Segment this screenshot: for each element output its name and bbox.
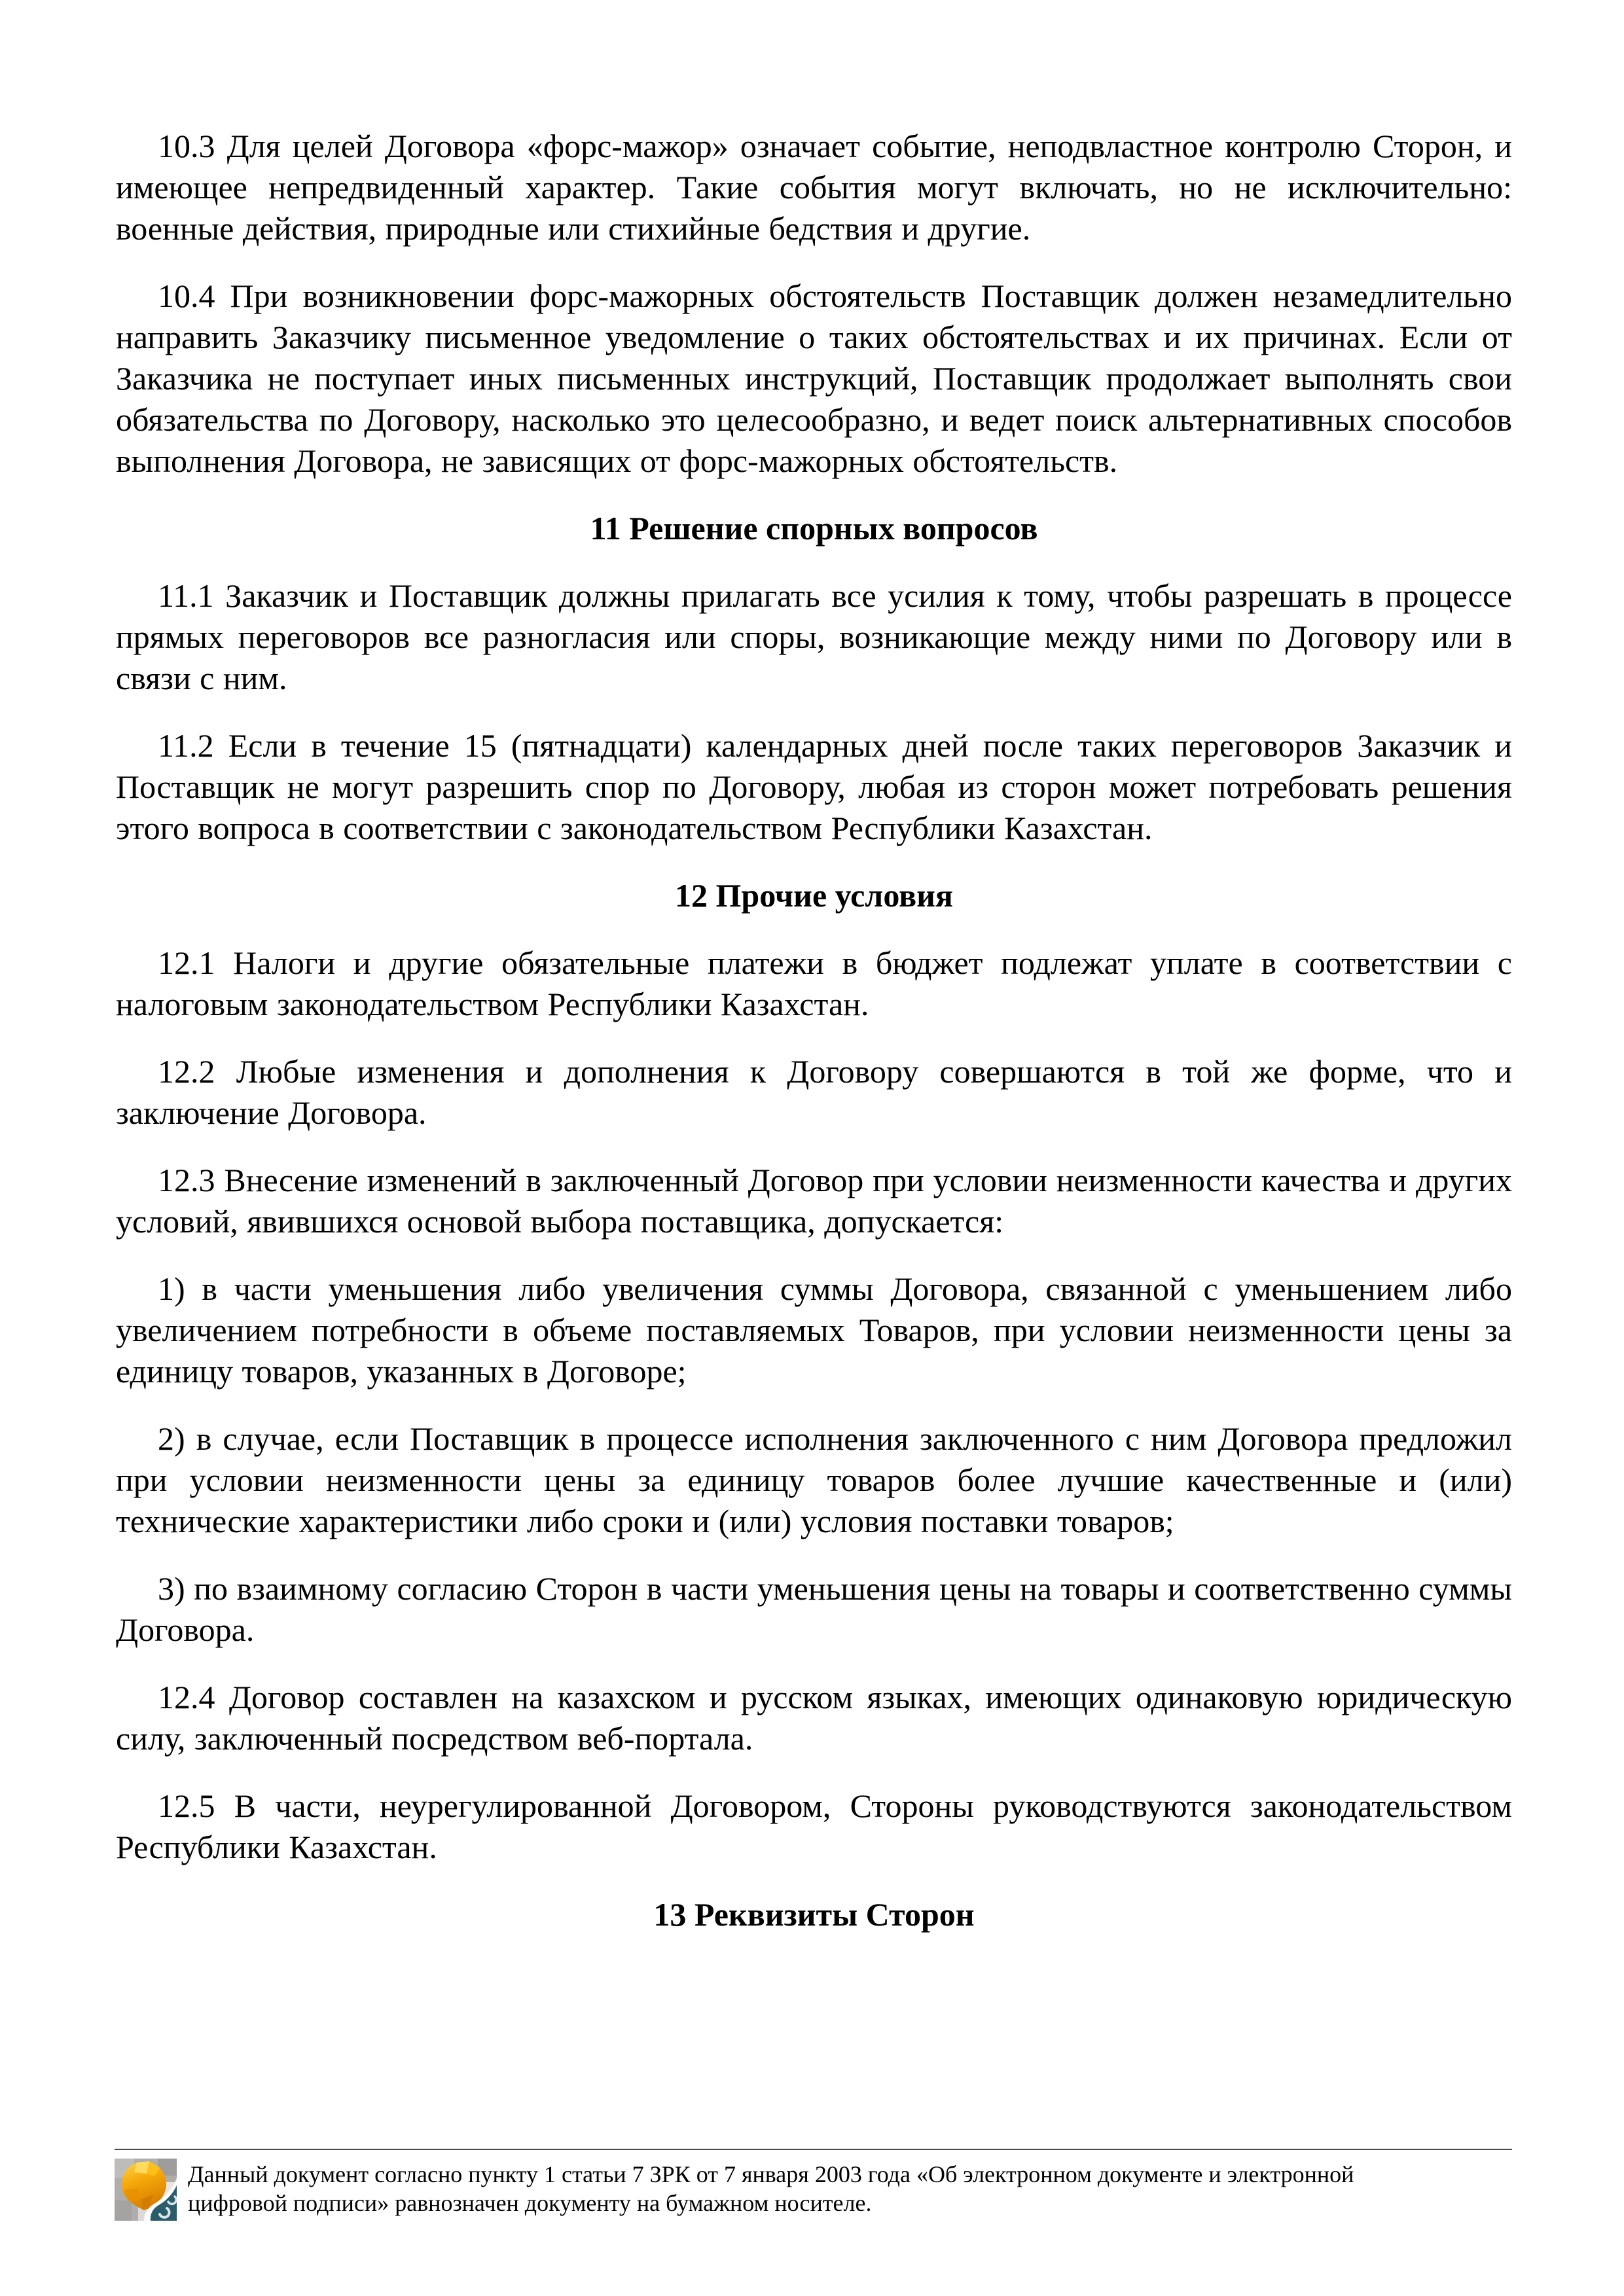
footer-divider (115, 2149, 1512, 2150)
paragraph-10-3: 10.3 Для целей Договора «форс-мажор» означает событие, неподвластное контролю Сторон, и имеющее непредвиденный характер. Такие события могут включать, но не исключительно: военные действия, природные или стихийные бедствия и другие. (116, 128, 1512, 247)
section-heading-13: 13 Реквизиты Сторон (653, 1896, 975, 1933)
egov-ornament-icon (115, 2159, 177, 2221)
paragraph-10-4: 10.4 При возникновении форс-мажорных обстоятельств Поставщик должен незамедлительно направить Заказчику письменное уведомление о таких обстоятельствах и их причинах. Если от Заказчика не поступает иных письменных инструкций, Поставщик продолжает выполнять свои обязательства по Договору, насколько это целесообразно, и ведет поиск альтернативных способов выполнения Договора, не зависящих от форс-мажорных обстоятельств. (116, 278, 1512, 479)
paragraph-12-3: 12.3 Внесение изменений в заключенный Договор при условии неизменности качества и других условий, явившихся основой выбора поставщика, допускается: (116, 1162, 1512, 1240)
contract-text-block (116, 0, 1512, 1962)
paragraph-11-1: 11.1 Заказчик и Поставщик должны прилагать все усилия к тому, чтобы разрешать в процессе прямых переговоров все разногласия или споры, возникающие между ними по Договору или в связи с ним. (116, 577, 1512, 696)
paragraph-12-1: 12.1 Налоги и другие обязательные платежи в бюджет подлежат уплате в соответствии с налоговым законодательством Республики Казахстан. (116, 944, 1512, 1022)
section-heading-11: 11 Решение спорных вопросов (590, 510, 1038, 547)
footer-note: Данный документ согласно пункту 1 статьи 7 ЗРК от 7 января 2003 года «Об электронном документе и электронной цифровой подписи» равнозначен документу на бумажном носителе. (188, 2161, 1354, 2216)
paragraph-12-2: 12.2 Любые изменения и дополнения к Договору совершаются в той же форме, что и заключение Договора. (116, 1053, 1512, 1131)
paragraph-11-2: 11.2 Если в течение 15 (пятнадцати) календарных дней после таких переговоров Заказчик и Поставщик не могут разрешить спор по Договору, любая из сторон может потребовать решения этого вопроса в соответствии с законодательством Республики Казахстан. (116, 727, 1512, 846)
page-footer (115, 2149, 1512, 2221)
paragraph-12-5: 12.5 В части, неурегулированной Договором, Стороны руководствуются законодательством Республики Казахстан. (116, 1787, 1512, 1865)
paragraph-12-4: 12.4 Договор составлен на казахском и русском языках, имеющих одинаковую юридическую силу, заключенный посредством веб-портала. (116, 1679, 1512, 1757)
list-item-1: 1) в части уменьшения либо увеличения суммы Договора, связанной с уменьшением либо увеличением потребности в объеме поставляемых Товаров, при условии неизменности цены за единицу товаров, указанных в Договоре; (116, 1270, 1512, 1390)
list-item-3: 3) по взаимному согласию Сторон в части уменьшения цены на товары и соответственно суммы Договора. (116, 1570, 1512, 1648)
footer-row (115, 2159, 1512, 2221)
section-heading-12: 12 Прочие условия (675, 877, 953, 914)
list-item-2: 2) в случае, если Поставщик в процессе исполнения заключенного с ним Договора предложил при условии неизменности цены за единицу товаров более лучшие качественные и (или) технические характеристики либо сроки и (или) условия поставки товаров; (116, 1420, 1512, 1539)
